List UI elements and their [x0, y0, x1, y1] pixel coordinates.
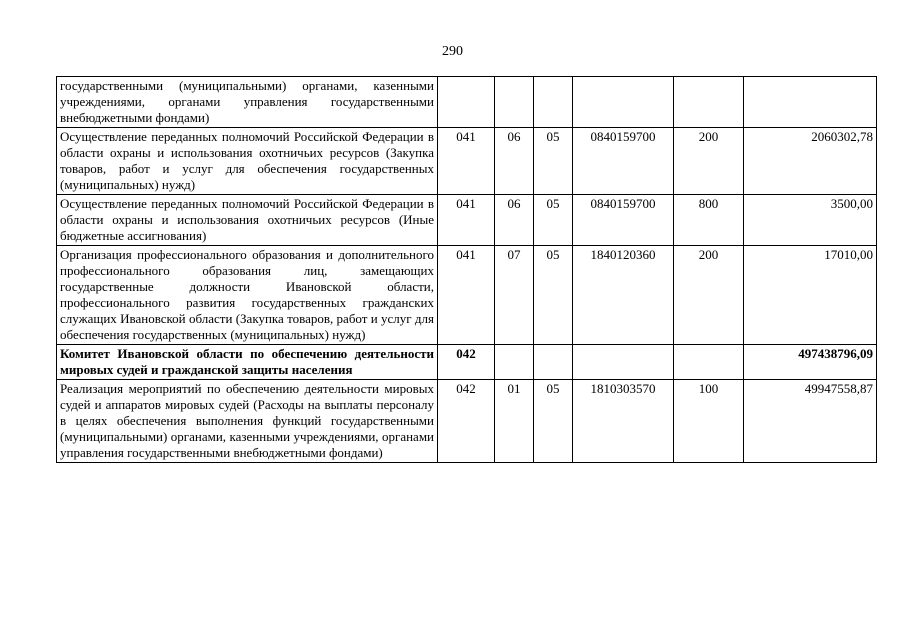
subsection-code-cell	[534, 77, 573, 128]
target-article-cell	[573, 77, 674, 128]
subsection-code-cell: 05	[534, 246, 573, 345]
expense-name-cell: Осуществление переданных полномочий Российской Федерации в области охраны и использования охотничьих ресурсов (Иные бюджетные ассигнования)	[57, 195, 438, 246]
grbs-code-cell: 041	[438, 128, 495, 195]
subsection-code-cell: 05	[534, 128, 573, 195]
section-code-cell	[495, 345, 534, 380]
subsection-code-cell: 05	[534, 195, 573, 246]
expense-name-cell: государственными (муниципальными) органами, казенными учреждениями, органами управления государственными внебюджетными фондами)	[57, 77, 438, 128]
grbs-code-cell: 042	[438, 380, 495, 463]
subsection-code-cell: 05	[534, 380, 573, 463]
expense-type-cell	[674, 345, 744, 380]
table-row	[57, 128, 877, 195]
expense-type-cell: 200	[674, 128, 744, 195]
section-code-cell: 01	[495, 380, 534, 463]
expense-type-cell: 100	[674, 380, 744, 463]
grbs-code-cell: 042	[438, 345, 495, 380]
expense-type-cell: 200	[674, 246, 744, 345]
expense-type-cell	[674, 77, 744, 128]
section-code-cell: 06	[495, 128, 534, 195]
budget-table	[56, 76, 877, 463]
expense-name-cell: Реализация мероприятий по обеспечению деятельности мировых судей и аппаратов мировых судей (Расходы на выплаты персоналу в целях обеспечения выполнения функций государственными (муниципальными) органами, казенными учреждениями, органами управления государственными внебюджетными фондами)	[57, 380, 438, 463]
subsection-code-cell	[534, 345, 573, 380]
grbs-code-cell: 041	[438, 246, 495, 345]
table-row	[57, 77, 877, 128]
section-code-cell: 07	[495, 246, 534, 345]
table-row	[57, 195, 877, 246]
amount-cell: 17010,00	[744, 246, 877, 345]
section-code-cell	[495, 77, 534, 128]
amount-cell: 497438796,09	[744, 345, 877, 380]
page-number: 290	[442, 44, 463, 59]
expense-name-cell: Организация профессионального образования и дополнительного профессионального образования лиц, замещающих государственные должности Ивановской области, профессионального развития государственных гражданских служащих Ивановской области (Закупка товаров, работ и услуг для обеспечения государственных (муниципальных) нужд)	[57, 246, 438, 345]
expense-name-cell: Осуществление переданных полномочий Российской Федерации в области охраны и использования охотничьих ресурсов (Закупка товаров, работ и услуг для обеспечения государственных (муниципальных) нужд)	[57, 128, 438, 195]
table-row	[57, 345, 877, 380]
amount-cell: 2060302,78	[744, 128, 877, 195]
target-article-cell	[573, 345, 674, 380]
target-article-cell: 1810303570	[573, 380, 674, 463]
grbs-code-cell	[438, 77, 495, 128]
amount-cell: 3500,00	[744, 195, 877, 246]
target-article-cell: 0840159700	[573, 128, 674, 195]
grbs-code-cell: 041	[438, 195, 495, 246]
table-row	[57, 246, 877, 345]
amount-cell	[744, 77, 877, 128]
target-article-cell: 0840159700	[573, 195, 674, 246]
expense-type-cell: 800	[674, 195, 744, 246]
section-code-cell: 06	[495, 195, 534, 246]
target-article-cell: 1840120360	[573, 246, 674, 345]
expense-name-cell: Комитет Ивановской области по обеспечению деятельности мировых судей и гражданской защиты населения	[57, 345, 438, 380]
amount-cell: 49947558,87	[744, 380, 877, 463]
table-row	[57, 380, 877, 463]
